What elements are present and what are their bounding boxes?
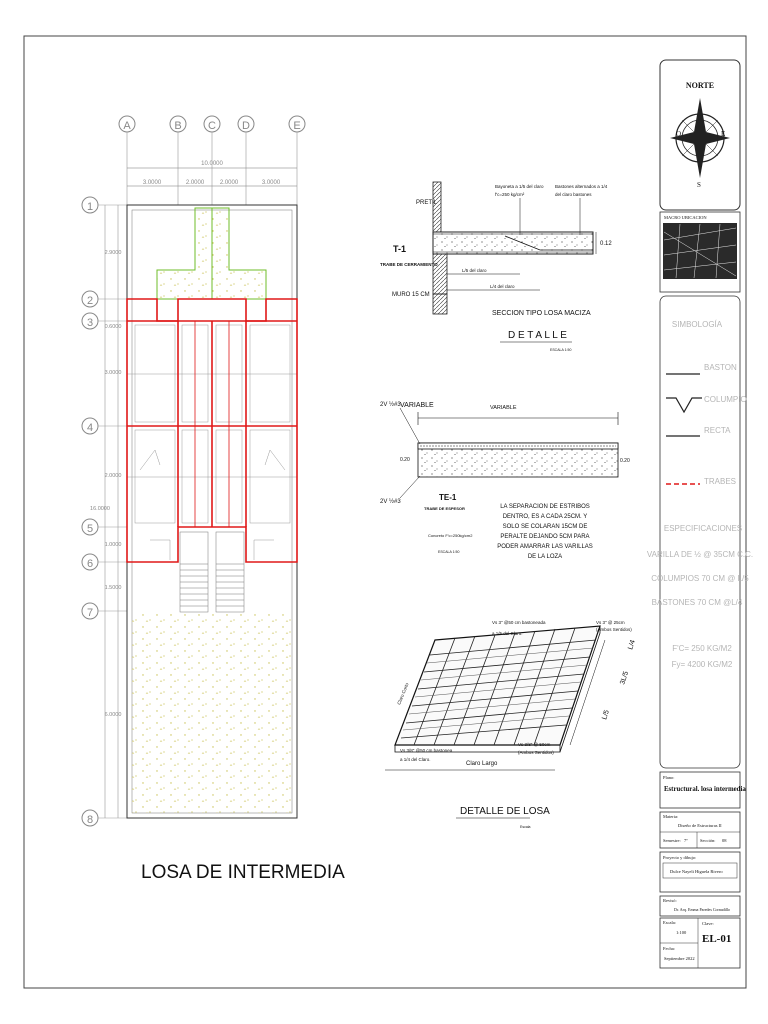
svg-text:SOLO SE COLARAN 15CM DE: SOLO SE COLARAN 15CM DE [502,524,588,530]
svg-text:4: 4 [86,422,94,434]
svg-text:Materia:: Materia: [663,814,679,819]
svg-text:LA SEPARACION DE ESTRIBOS: LA SEPARACION DE ESTRIBOS [500,504,590,510]
axis-bubble-col-e [289,116,305,132]
dim-row-4: 2.0000 [104,473,122,479]
svg-text:D: D [242,120,250,132]
svg-text:Semestre:: Semestre: [663,838,681,843]
svg-text:0.20: 0.20 [620,458,630,464]
svg-text:3: 3 [86,317,94,329]
svg-text:Concreto F'c=250kg/cm2: Concreto F'c=250kg/cm2 [428,533,473,538]
axis-bubble-row-4 [82,418,98,434]
te1-label: TE-1 [439,493,457,502]
slab-detail-title: DETALLE DE LOSA [460,806,550,817]
svg-text:Dulce Nayeli Higuela Rivero: Dulce Nayeli Higuela Rivero [670,869,723,874]
axis-bubble-row-1 [82,197,98,213]
svg-text:(Ambos Sentidos): (Ambos Sentidos) [596,627,632,632]
svg-text:0.20: 0.20 [400,457,410,463]
svg-text:F'C= 250 KG/M2: F'C= 250 KG/M2 [672,644,732,653]
svg-text:Revisó:: Revisó: [663,898,677,903]
red-beams [127,299,297,562]
slab-detail [385,620,637,829]
svg-text:Escala: Escala [520,825,531,829]
svg-text:DENTRO, ES A CADA 25CM. Y: DENTRO, ES A CADA 25CM. Y [502,514,588,520]
svg-text:BASTONES 70 CM @L/4: BASTONES 70 CM @L/4 [651,598,743,607]
svg-text:RECTA: RECTA [704,426,731,435]
svg-text:Vs 3" @ 25cm: Vs 3" @ 25cm [596,620,625,625]
axis-bubble-row-7 [82,603,98,619]
svg-text:O: O [676,130,682,138]
svg-text:Bayoneta a 1/5 del claro: Bayoneta a 1/5 del claro [495,184,544,189]
svg-text:ESCALA 1:50: ESCALA 1:50 [550,348,572,352]
svg-text:Dr. Arq. Emma Paredes Cornadil: Dr. Arq. Emma Paredes Cornadillo [674,907,730,912]
svg-text:Bastones alternados a 1/4: Bastones alternados a 1/4 [555,184,608,189]
dim-row-2: 0.6000 [104,324,122,330]
detail-label: D E T A L L E [508,330,567,341]
svg-text:7º: 7º [684,838,688,843]
svg-text:del claro bastones: del claro bastones [555,192,592,197]
axis-bubble-col-d [238,116,254,132]
svg-text:a 1/5 del Claro.: a 1/5 del Claro. [492,631,523,636]
svg-text:TRABE DE CERRAMIENTO: TRABE DE CERRAMIENTO [380,262,438,267]
svg-text:Fy= 4200 KG/M2: Fy= 4200 KG/M2 [671,660,733,669]
svg-text:COLUMPIO: COLUMPIO [704,395,747,404]
svg-text:Vs 3/8" @ 50cm: Vs 3/8" @ 50cm [518,742,551,747]
svg-text:8: 8 [86,814,94,826]
svg-text:MACRO UBICACION: MACRO UBICACION [664,215,707,220]
svg-text:Septiembre 2022: Septiembre 2022 [664,956,695,961]
svg-text:2V ½#3: 2V ½#3 [380,402,401,408]
svg-text:L/5: L/5 [601,709,611,721]
svg-text:Proyecto y dibujo:: Proyecto y dibujo: [663,855,697,860]
svg-text:7: 7 [86,607,94,619]
svg-text:2: 2 [86,295,94,307]
stairs [180,532,244,612]
dim-row-7: 6.0000 [104,712,122,718]
svg-text:PODER AMARRAR LAS VARILLAS: PODER AMARRAR LAS VARILLAS [497,544,593,550]
axis-bubble-row-3 [82,313,98,329]
svg-text:Clave:: Clave: [702,921,714,926]
axis-bubble-row-2 [82,291,98,307]
svg-text:C: C [208,120,216,132]
svg-text:E: E [721,130,726,138]
svg-text:NORTE: NORTE [685,81,715,90]
floor-plan [82,116,345,883]
dim-col-4: 3.0000 [261,180,281,186]
sheet-border [24,36,746,988]
title-block [647,60,753,968]
macro-location-map [663,223,737,279]
svg-text:VARILLA DE ½ @ 35CM C.C.: VARILLA DE ½ @ 35CM C.C. [646,550,754,559]
axis-bubble-row-5 [82,519,98,535]
svg-text:Diseño de Estructuras II: Diseño de Estructuras II [678,823,722,828]
dim-total-height: 16.0000 [90,506,110,512]
svg-text:6: 6 [86,558,94,570]
dim-total-width: 10.0000 [201,161,223,167]
axis-bubble-col-c [204,116,220,132]
svg-text:ESCALA 1:50: ESCALA 1:50 [438,550,460,554]
svg-text:1:100: 1:100 [676,930,687,935]
svg-text:Vs 3" @50 cm bastoneada: Vs 3" @50 cm bastoneada [492,620,546,625]
svg-text:5: 5 [86,523,94,535]
svg-text:B: B [174,120,182,132]
plan-title: LOSA DE INTERMEDIA [141,862,345,883]
dim-row-3: 3.0000 [104,370,122,376]
axis-bubble-col-a [119,116,135,132]
svg-text:Sección:: Sección: [700,838,716,843]
dim-row-6: 1.5000 [104,585,122,591]
svg-text:BASTON: BASTON [704,363,737,372]
yard [132,614,292,813]
svg-text:Claro Corto: Claro Corto [396,682,410,706]
svg-text:08: 08 [722,838,727,843]
svg-text:f'c=250 kg/cm²: f'c=250 kg/cm² [495,192,525,197]
svg-text:S: S [697,181,701,189]
svg-text:COLUMPIOS 70 CM @ L/5: COLUMPIOS 70 CM @ L/5 [651,574,749,583]
north-compass-icon [670,98,730,178]
svg-text:L/4 del claro: L/4 del claro [490,284,515,289]
axis-bubble-col-b [170,116,186,132]
t1-label: T-1 [393,244,407,254]
green-void [157,208,266,299]
svg-text:L/5 del claro: L/5 del claro [462,268,487,273]
svg-text:VARIABLE: VARIABLE [490,405,517,411]
svg-text:TRABES: TRABES [704,477,737,486]
svg-text:2V ½#3: 2V ½#3 [380,499,401,505]
svg-text:(Ambos Sentidos): (Ambos Sentidos) [518,750,554,755]
svg-text:E: E [293,120,301,132]
svg-text:Vs 3/8" @50 cm bastonea: Vs 3/8" @50 cm bastonea [400,748,453,753]
axis-bubble-row-6 [82,554,98,570]
svg-text:1: 1 [86,201,94,213]
svg-text:ESPECIFICACIONES: ESPECIFICACIONES [663,524,743,533]
dim-col-2: 2.0000 [185,180,205,186]
beam-detail [380,401,630,560]
section-detail [380,182,612,352]
svg-text:MURO 15 CM: MURO 15 CM [392,292,430,298]
svg-text:Claro Largo: Claro Largo [466,761,498,767]
plano-name: Estructural. losa intermedia [664,786,746,793]
dim-col-1: 3.0000 [142,180,162,186]
section-title: SECCION TIPO LOSA MACIZA [492,310,591,317]
svg-text:TRABE DE ESPESOR: TRABE DE ESPESOR [424,506,465,511]
svg-text:PERALTE DEJANDO 5CM PARA: PERALTE DEJANDO 5CM PARA [500,534,590,540]
svg-text:Plano:: Plano: [663,775,675,780]
svg-text:A: A [123,120,131,132]
dim-row-1: 2.9000 [104,250,122,256]
dim-row-5: 1.0000 [104,542,122,548]
svg-text:Escala:: Escala: [663,920,676,925]
dim-col-3: 2.0000 [219,180,239,186]
svg-text:0.12: 0.12 [600,241,612,247]
svg-text:PRETIL: PRETIL [416,200,438,206]
svg-text:3L/5: 3L/5 [619,670,631,686]
sheet-key: EL-01 [702,933,732,945]
svg-text:a 1/4 del Claro.: a 1/4 del Claro. [400,757,431,762]
svg-text:SIMBOLOGÍA: SIMBOLOGÍA [671,320,723,329]
axis-bubble-row-8 [82,810,98,826]
svg-text:VARIABLE: VARIABLE [400,402,434,409]
svg-text:L/4: L/4 [627,639,637,651]
svg-text:DE LA LOZA: DE LA LOZA [527,554,563,560]
svg-text:Fecha:: Fecha: [663,946,675,951]
